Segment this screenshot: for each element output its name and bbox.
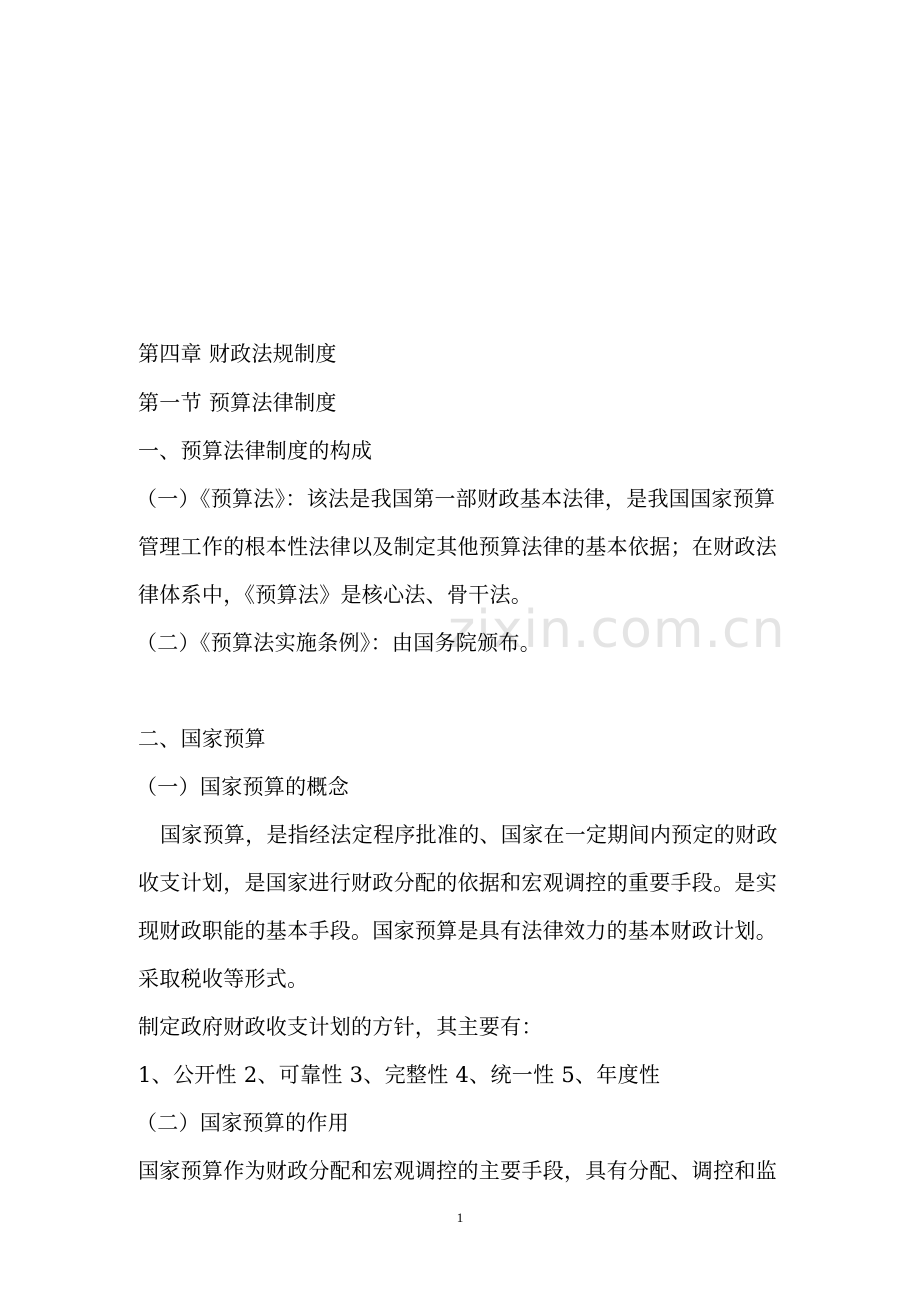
paragraph-line: 制定政府财政收支计划的方针，其主要有： (138, 1015, 543, 1039)
page-number: 1 (456, 1210, 464, 1225)
paragraph-line: 律体系中，《预算法》是核心法、骨干法。 (138, 583, 533, 607)
subheading-concept: （一）国家预算的概念 (136, 775, 349, 799)
paragraph-line: 国家预算，是指经法定程序批准的、国家在一定期间内预定的财政 (160, 823, 778, 847)
heading-national-budget: 二、国家预算 (138, 727, 266, 751)
paragraph-line: 管理工作的根本性法律以及制定其他预算法律的基本依据；在财政法 (138, 535, 777, 559)
subheading-role: （二）国家预算的作用 (136, 1111, 349, 1135)
paragraph-line: （二）《预算法实施条例》：由国务院颁布。 (136, 631, 541, 655)
paragraph-line: （一）《预算法》：该法是我国第一部财政基本法律，是我国国家预算 (136, 487, 776, 511)
paragraph-line: 采取税收等形式。 (138, 967, 309, 991)
paragraph-line: 国家预算作为财政分配和宏观调控的主要手段，具有分配、调控和监 (138, 1159, 777, 1183)
section-title: 第一节 预算法律制度 (138, 391, 337, 415)
watermark: zixin.com.cn (448, 600, 786, 660)
heading-composition: 一、预算法律制度的构成 (138, 439, 373, 463)
chapter-title: 第四章 财政法规制度 (138, 342, 337, 366)
principles-list: 1、公开性 2、可靠性 3、完整性 4、统一性 5、年度性 (138, 1063, 661, 1087)
paragraph-line: 现财政职能的基本手段。国家预算是具有法律效力的基本财政计划。 (138, 919, 777, 943)
paragraph-line: 收支计划，是国家进行财政分配的依据和宏观调控的重要手段。是实 (138, 871, 777, 895)
